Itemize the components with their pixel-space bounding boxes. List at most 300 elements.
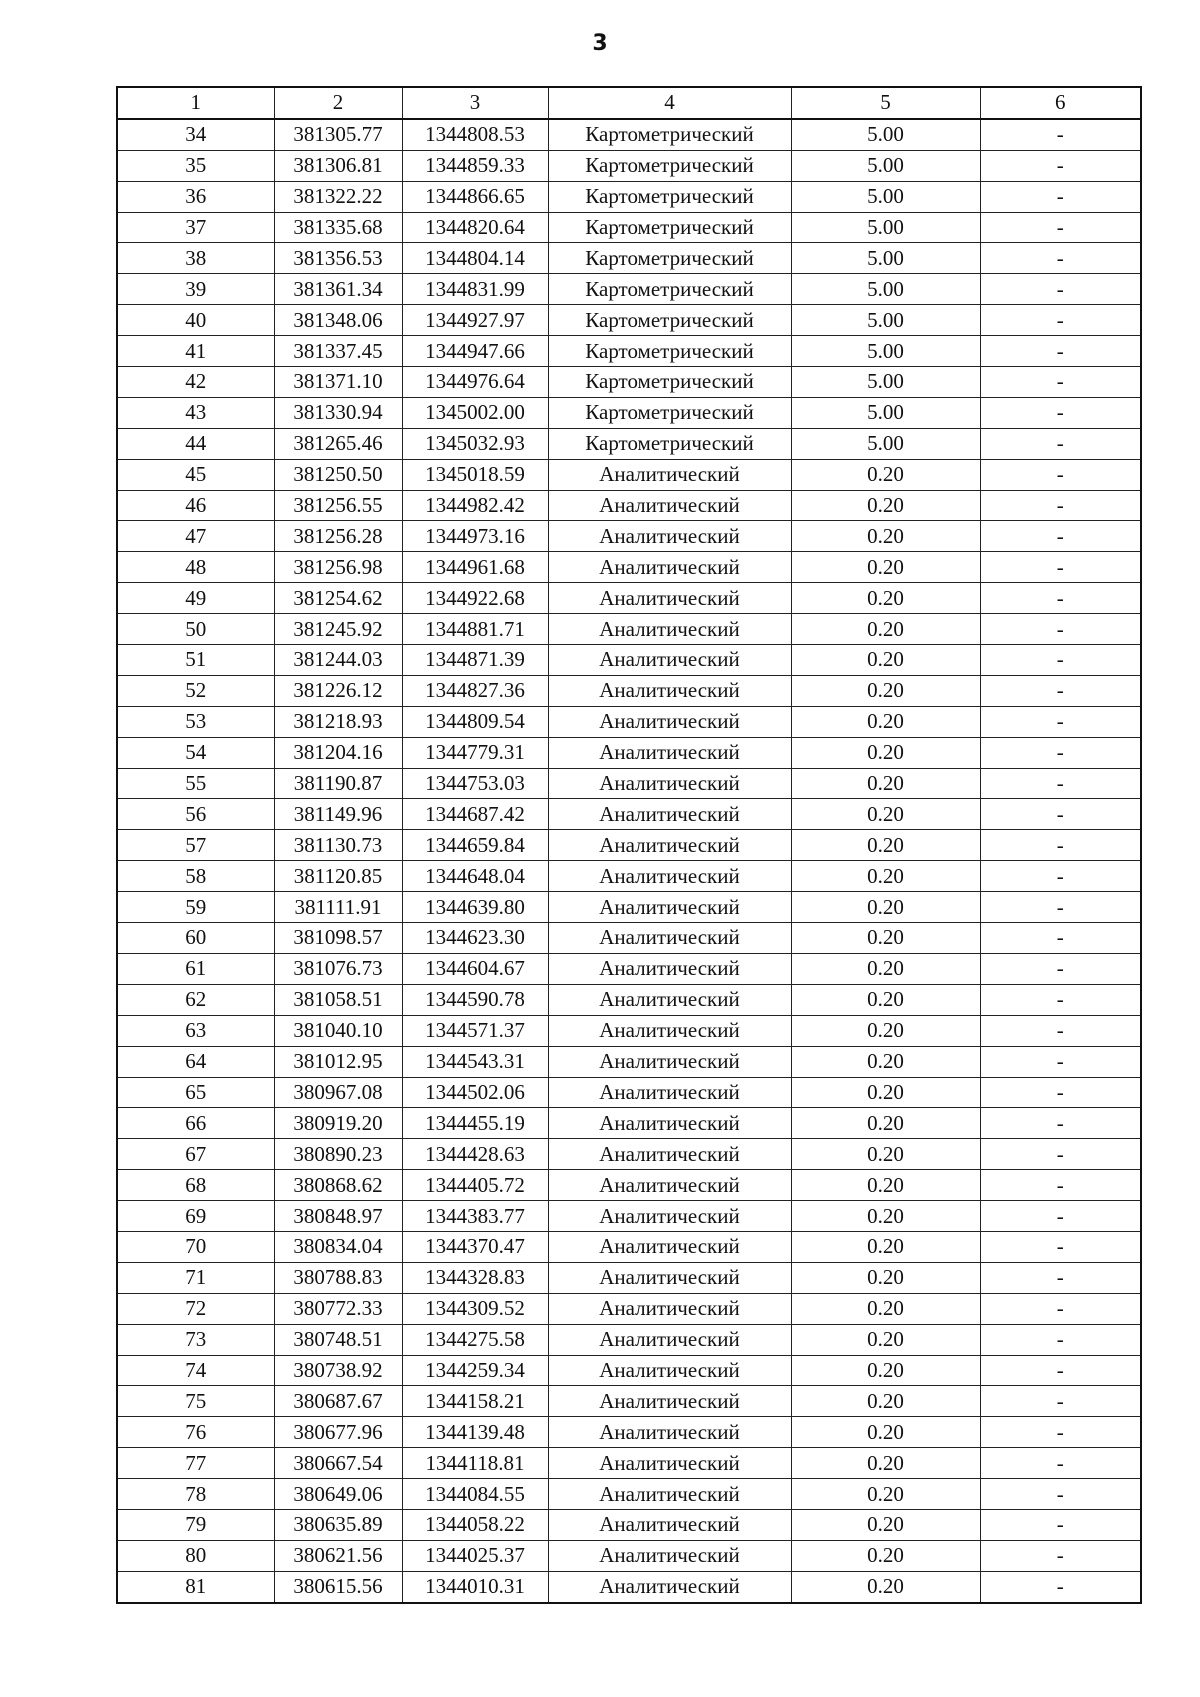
y-coordinate-cell: 1344383.77 xyxy=(402,1201,548,1232)
description-cell: - xyxy=(980,490,1141,521)
column-header: 1 xyxy=(117,87,274,119)
x-coordinate-cell: 381250.50 xyxy=(274,459,402,490)
accuracy-cell: 0.20 xyxy=(791,984,980,1015)
accuracy-cell: 0.20 xyxy=(791,1540,980,1571)
y-coordinate-cell: 1344827.36 xyxy=(402,675,548,706)
accuracy-cell: 0.20 xyxy=(791,892,980,923)
description-cell: - xyxy=(980,1046,1141,1077)
x-coordinate-cell: 381149.96 xyxy=(274,799,402,830)
description-cell: - xyxy=(980,830,1141,861)
accuracy-cell: 0.20 xyxy=(791,583,980,614)
x-coordinate-cell: 380677.96 xyxy=(274,1417,402,1448)
y-coordinate-cell: 1344455.19 xyxy=(402,1108,548,1139)
x-coordinate-cell: 380967.08 xyxy=(274,1077,402,1108)
table-row xyxy=(117,552,1141,583)
method-cell: Картометрический xyxy=(548,305,791,336)
description-cell: - xyxy=(980,150,1141,181)
x-coordinate-cell: 380848.97 xyxy=(274,1201,402,1232)
table-row xyxy=(117,1509,1141,1540)
x-coordinate-cell: 381305.77 xyxy=(274,119,402,150)
method-cell: Аналитический xyxy=(548,645,791,676)
point-number-cell: 42 xyxy=(117,367,274,398)
y-coordinate-cell: 1344881.71 xyxy=(402,614,548,645)
point-number-cell: 71 xyxy=(117,1262,274,1293)
point-number-cell: 67 xyxy=(117,1139,274,1170)
accuracy-cell: 0.20 xyxy=(791,645,980,676)
y-coordinate-cell: 1344118.81 xyxy=(402,1448,548,1479)
description-cell: - xyxy=(980,1448,1141,1479)
accuracy-cell: 0.20 xyxy=(791,1324,980,1355)
accuracy-cell: 0.20 xyxy=(791,490,980,521)
method-cell: Аналитический xyxy=(548,583,791,614)
x-coordinate-cell: 381076.73 xyxy=(274,953,402,984)
method-cell: Картометрический xyxy=(548,181,791,212)
x-coordinate-cell: 381058.51 xyxy=(274,984,402,1015)
y-coordinate-cell: 1344590.78 xyxy=(402,984,548,1015)
table-row xyxy=(117,428,1141,459)
table-row xyxy=(117,397,1141,428)
y-coordinate-cell: 1344058.22 xyxy=(402,1509,548,1540)
x-coordinate-cell: 380748.51 xyxy=(274,1324,402,1355)
x-coordinate-cell: 381130.73 xyxy=(274,830,402,861)
table-row xyxy=(117,737,1141,768)
x-coordinate-cell: 381348.06 xyxy=(274,305,402,336)
x-coordinate-cell: 380667.54 xyxy=(274,1448,402,1479)
method-cell: Аналитический xyxy=(548,1386,791,1417)
table-row xyxy=(117,1231,1141,1262)
accuracy-cell: 0.20 xyxy=(791,1386,980,1417)
method-cell: Аналитический xyxy=(548,799,791,830)
method-cell: Аналитический xyxy=(548,1170,791,1201)
accuracy-cell: 0.20 xyxy=(791,1170,980,1201)
accuracy-cell: 0.20 xyxy=(791,1046,980,1077)
point-number-cell: 48 xyxy=(117,552,274,583)
accuracy-cell: 0.20 xyxy=(791,799,980,830)
table-row xyxy=(117,1448,1141,1479)
table-row xyxy=(117,1324,1141,1355)
accuracy-cell: 5.00 xyxy=(791,336,980,367)
table-row xyxy=(117,1417,1141,1448)
description-cell: - xyxy=(980,1540,1141,1571)
x-coordinate-cell: 380615.56 xyxy=(274,1571,402,1602)
accuracy-cell: 0.20 xyxy=(791,614,980,645)
x-coordinate-cell: 381361.34 xyxy=(274,274,402,305)
y-coordinate-cell: 1345002.00 xyxy=(402,397,548,428)
x-coordinate-cell: 380687.67 xyxy=(274,1386,402,1417)
accuracy-cell: 0.20 xyxy=(791,1108,980,1139)
point-number-cell: 58 xyxy=(117,861,274,892)
table-row xyxy=(117,1293,1141,1324)
accuracy-cell: 5.00 xyxy=(791,243,980,274)
y-coordinate-cell: 1344639.80 xyxy=(402,892,548,923)
method-cell: Аналитический xyxy=(548,984,791,1015)
method-cell: Аналитический xyxy=(548,1015,791,1046)
table-row xyxy=(117,583,1141,614)
y-coordinate-cell: 1344623.30 xyxy=(402,923,548,954)
method-cell: Аналитический xyxy=(548,521,791,552)
table-row xyxy=(117,243,1141,274)
point-number-cell: 44 xyxy=(117,428,274,459)
x-coordinate-cell: 381322.22 xyxy=(274,181,402,212)
point-number-cell: 53 xyxy=(117,706,274,737)
table-row xyxy=(117,150,1141,181)
accuracy-cell: 5.00 xyxy=(791,150,980,181)
y-coordinate-cell: 1344571.37 xyxy=(402,1015,548,1046)
table-row xyxy=(117,984,1141,1015)
accuracy-cell: 0.20 xyxy=(791,675,980,706)
x-coordinate-cell: 380919.20 xyxy=(274,1108,402,1139)
y-coordinate-cell: 1344648.04 xyxy=(402,861,548,892)
point-number-cell: 46 xyxy=(117,490,274,521)
column-header: 6 xyxy=(980,87,1141,119)
accuracy-cell: 0.20 xyxy=(791,861,980,892)
x-coordinate-cell: 381256.55 xyxy=(274,490,402,521)
description-cell: - xyxy=(980,521,1141,552)
table-row xyxy=(117,799,1141,830)
method-cell: Аналитический xyxy=(548,675,791,706)
point-number-cell: 38 xyxy=(117,243,274,274)
description-cell: - xyxy=(980,675,1141,706)
x-coordinate-cell: 380621.56 xyxy=(274,1540,402,1571)
y-coordinate-cell: 1344871.39 xyxy=(402,645,548,676)
table-row xyxy=(117,892,1141,923)
description-cell: - xyxy=(980,1262,1141,1293)
y-coordinate-cell: 1344927.97 xyxy=(402,305,548,336)
y-coordinate-cell: 1344809.54 xyxy=(402,706,548,737)
point-number-cell: 36 xyxy=(117,181,274,212)
description-cell: - xyxy=(980,336,1141,367)
table-row xyxy=(117,706,1141,737)
description-cell: - xyxy=(980,1324,1141,1355)
y-coordinate-cell: 1344084.55 xyxy=(402,1479,548,1510)
y-coordinate-cell: 1344010.31 xyxy=(402,1571,548,1602)
x-coordinate-cell: 381226.12 xyxy=(274,675,402,706)
table-row xyxy=(117,953,1141,984)
x-coordinate-cell: 381330.94 xyxy=(274,397,402,428)
method-cell: Аналитический xyxy=(548,953,791,984)
table-row xyxy=(117,1139,1141,1170)
x-coordinate-cell: 381204.16 xyxy=(274,737,402,768)
table-row xyxy=(117,1386,1141,1417)
table-row xyxy=(117,1046,1141,1077)
accuracy-cell: 0.20 xyxy=(791,521,980,552)
accuracy-cell: 5.00 xyxy=(791,212,980,243)
y-coordinate-cell: 1344982.42 xyxy=(402,490,548,521)
x-coordinate-cell: 381098.57 xyxy=(274,923,402,954)
method-cell: Аналитический xyxy=(548,1201,791,1232)
accuracy-cell: 0.20 xyxy=(791,1077,980,1108)
accuracy-cell: 0.20 xyxy=(791,459,980,490)
page-number: 3 xyxy=(592,31,608,56)
description-cell: - xyxy=(980,397,1141,428)
method-cell: Картометрический xyxy=(548,336,791,367)
table-row xyxy=(117,1201,1141,1232)
description-cell: - xyxy=(980,181,1141,212)
point-number-cell: 68 xyxy=(117,1170,274,1201)
x-coordinate-cell: 381254.62 xyxy=(274,583,402,614)
point-number-cell: 74 xyxy=(117,1355,274,1386)
column-header: 3 xyxy=(402,87,548,119)
method-cell: Аналитический xyxy=(548,1355,791,1386)
accuracy-cell: 0.20 xyxy=(791,552,980,583)
description-cell: - xyxy=(980,428,1141,459)
description-cell: - xyxy=(980,274,1141,305)
point-number-cell: 45 xyxy=(117,459,274,490)
description-cell: - xyxy=(980,1479,1141,1510)
table-row xyxy=(117,768,1141,799)
y-coordinate-cell: 1344502.06 xyxy=(402,1077,548,1108)
accuracy-cell: 0.20 xyxy=(791,1417,980,1448)
method-cell: Аналитический xyxy=(548,706,791,737)
x-coordinate-cell: 381244.03 xyxy=(274,645,402,676)
method-cell: Аналитический xyxy=(548,923,791,954)
description-cell: - xyxy=(980,459,1141,490)
point-number-cell: 75 xyxy=(117,1386,274,1417)
x-coordinate-cell: 380890.23 xyxy=(274,1139,402,1170)
point-number-cell: 80 xyxy=(117,1540,274,1571)
description-cell: - xyxy=(980,1417,1141,1448)
y-coordinate-cell: 1344158.21 xyxy=(402,1386,548,1417)
method-cell: Аналитический xyxy=(548,459,791,490)
description-cell: - xyxy=(980,923,1141,954)
x-coordinate-cell: 381111.91 xyxy=(274,892,402,923)
method-cell: Картометрический xyxy=(548,274,791,305)
y-coordinate-cell: 1344973.16 xyxy=(402,521,548,552)
y-coordinate-cell: 1344976.64 xyxy=(402,367,548,398)
y-coordinate-cell: 1344961.68 xyxy=(402,552,548,583)
point-number-cell: 59 xyxy=(117,892,274,923)
table-row xyxy=(117,521,1141,552)
method-cell: Аналитический xyxy=(548,490,791,521)
accuracy-cell: 0.20 xyxy=(791,1479,980,1510)
table-row xyxy=(117,1262,1141,1293)
y-coordinate-cell: 1344309.52 xyxy=(402,1293,548,1324)
column-header: 2 xyxy=(274,87,402,119)
accuracy-cell: 5.00 xyxy=(791,397,980,428)
point-number-cell: 51 xyxy=(117,645,274,676)
method-cell: Аналитический xyxy=(548,1108,791,1139)
point-number-cell: 54 xyxy=(117,737,274,768)
method-cell: Картометрический xyxy=(548,150,791,181)
point-number-cell: 79 xyxy=(117,1509,274,1540)
y-coordinate-cell: 1344405.72 xyxy=(402,1170,548,1201)
x-coordinate-cell: 380772.33 xyxy=(274,1293,402,1324)
method-cell: Аналитический xyxy=(548,614,791,645)
x-coordinate-cell: 381371.10 xyxy=(274,367,402,398)
point-number-cell: 65 xyxy=(117,1077,274,1108)
header-row xyxy=(117,87,1141,119)
accuracy-cell: 0.20 xyxy=(791,768,980,799)
y-coordinate-cell: 1344025.37 xyxy=(402,1540,548,1571)
y-coordinate-cell: 1344370.47 xyxy=(402,1231,548,1262)
accuracy-cell: 5.00 xyxy=(791,305,980,336)
table-row xyxy=(117,1479,1141,1510)
method-cell: Картометрический xyxy=(548,397,791,428)
x-coordinate-cell: 381335.68 xyxy=(274,212,402,243)
x-coordinate-cell: 380738.92 xyxy=(274,1355,402,1386)
accuracy-cell: 0.20 xyxy=(791,953,980,984)
point-number-cell: 56 xyxy=(117,799,274,830)
accuracy-cell: 5.00 xyxy=(791,119,980,150)
y-coordinate-cell: 1345032.93 xyxy=(402,428,548,459)
y-coordinate-cell: 1344139.48 xyxy=(402,1417,548,1448)
point-number-cell: 63 xyxy=(117,1015,274,1046)
point-number-cell: 70 xyxy=(117,1231,274,1262)
table-row xyxy=(117,459,1141,490)
x-coordinate-cell: 380788.83 xyxy=(274,1262,402,1293)
table-row xyxy=(117,119,1141,150)
description-cell: - xyxy=(980,953,1141,984)
description-cell: - xyxy=(980,119,1141,150)
method-cell: Аналитический xyxy=(548,1077,791,1108)
y-coordinate-cell: 1344259.34 xyxy=(402,1355,548,1386)
description-cell: - xyxy=(980,583,1141,614)
y-coordinate-cell: 1344328.83 xyxy=(402,1262,548,1293)
point-number-cell: 77 xyxy=(117,1448,274,1479)
accuracy-cell: 5.00 xyxy=(791,428,980,459)
table-row xyxy=(117,305,1141,336)
description-cell: - xyxy=(980,861,1141,892)
method-cell: Аналитический xyxy=(548,1262,791,1293)
method-cell: Аналитический xyxy=(548,1540,791,1571)
description-cell: - xyxy=(980,1386,1141,1417)
accuracy-cell: 0.20 xyxy=(791,1293,980,1324)
x-coordinate-cell: 380834.04 xyxy=(274,1231,402,1262)
x-coordinate-cell: 381190.87 xyxy=(274,768,402,799)
table-row xyxy=(117,336,1141,367)
point-number-cell: 60 xyxy=(117,923,274,954)
method-cell: Аналитический xyxy=(548,1139,791,1170)
y-coordinate-cell: 1344820.64 xyxy=(402,212,548,243)
y-coordinate-cell: 1344922.68 xyxy=(402,583,548,614)
point-number-cell: 61 xyxy=(117,953,274,984)
column-header: 5 xyxy=(791,87,980,119)
accuracy-cell: 0.20 xyxy=(791,1139,980,1170)
method-cell: Аналитический xyxy=(548,1479,791,1510)
table-row xyxy=(117,1108,1141,1139)
method-cell: Аналитический xyxy=(548,1448,791,1479)
point-number-cell: 43 xyxy=(117,397,274,428)
point-number-cell: 55 xyxy=(117,768,274,799)
table-row xyxy=(117,1540,1141,1571)
accuracy-cell: 5.00 xyxy=(791,274,980,305)
y-coordinate-cell: 1344779.31 xyxy=(402,737,548,768)
y-coordinate-cell: 1344804.14 xyxy=(402,243,548,274)
table-row xyxy=(117,830,1141,861)
y-coordinate-cell: 1344275.58 xyxy=(402,1324,548,1355)
description-cell: - xyxy=(980,799,1141,830)
point-number-cell: 41 xyxy=(117,336,274,367)
accuracy-cell: 0.20 xyxy=(791,706,980,737)
description-cell: - xyxy=(980,892,1141,923)
method-cell: Картометрический xyxy=(548,243,791,274)
table-row xyxy=(117,1077,1141,1108)
x-coordinate-cell: 381218.93 xyxy=(274,706,402,737)
method-cell: Аналитический xyxy=(548,1046,791,1077)
x-coordinate-cell: 380868.62 xyxy=(274,1170,402,1201)
method-cell: Аналитический xyxy=(548,830,791,861)
table-row xyxy=(117,645,1141,676)
accuracy-cell: 0.20 xyxy=(791,737,980,768)
accuracy-cell: 0.20 xyxy=(791,923,980,954)
method-cell: Аналитический xyxy=(548,1571,791,1602)
method-cell: Аналитический xyxy=(548,1231,791,1262)
x-coordinate-cell: 381256.98 xyxy=(274,552,402,583)
method-cell: Аналитический xyxy=(548,861,791,892)
description-cell: - xyxy=(980,243,1141,274)
point-number-cell: 78 xyxy=(117,1479,274,1510)
accuracy-cell: 0.20 xyxy=(791,1201,980,1232)
accuracy-cell: 0.20 xyxy=(791,1355,980,1386)
accuracy-cell: 0.20 xyxy=(791,1448,980,1479)
table-row xyxy=(117,367,1141,398)
description-cell: - xyxy=(980,1139,1141,1170)
accuracy-cell: 0.20 xyxy=(791,1015,980,1046)
point-number-cell: 81 xyxy=(117,1571,274,1602)
description-cell: - xyxy=(980,1170,1141,1201)
coordinates-table xyxy=(116,86,1142,1604)
method-cell: Аналитический xyxy=(548,892,791,923)
y-coordinate-cell: 1344687.42 xyxy=(402,799,548,830)
x-coordinate-cell: 381040.10 xyxy=(274,1015,402,1046)
description-cell: - xyxy=(980,737,1141,768)
point-number-cell: 76 xyxy=(117,1417,274,1448)
x-coordinate-cell: 381012.95 xyxy=(274,1046,402,1077)
description-cell: - xyxy=(980,706,1141,737)
description-cell: - xyxy=(980,1108,1141,1139)
table-row xyxy=(117,274,1141,305)
accuracy-cell: 0.20 xyxy=(791,1231,980,1262)
point-number-cell: 37 xyxy=(117,212,274,243)
point-number-cell: 66 xyxy=(117,1108,274,1139)
description-cell: - xyxy=(980,1355,1141,1386)
y-coordinate-cell: 1344866.65 xyxy=(402,181,548,212)
y-coordinate-cell: 1344753.03 xyxy=(402,768,548,799)
y-coordinate-cell: 1344659.84 xyxy=(402,830,548,861)
description-cell: - xyxy=(980,768,1141,799)
description-cell: - xyxy=(980,1293,1141,1324)
table-row xyxy=(117,490,1141,521)
point-number-cell: 34 xyxy=(117,119,274,150)
method-cell: Картометрический xyxy=(548,119,791,150)
y-coordinate-cell: 1344947.66 xyxy=(402,336,548,367)
x-coordinate-cell: 381256.28 xyxy=(274,521,402,552)
point-number-cell: 35 xyxy=(117,150,274,181)
accuracy-cell: 0.20 xyxy=(791,1509,980,1540)
point-number-cell: 73 xyxy=(117,1324,274,1355)
description-cell: - xyxy=(980,367,1141,398)
description-cell: - xyxy=(980,1201,1141,1232)
x-coordinate-cell: 381245.92 xyxy=(274,614,402,645)
y-coordinate-cell: 1344428.63 xyxy=(402,1139,548,1170)
table-row xyxy=(117,181,1141,212)
method-cell: Картометрический xyxy=(548,212,791,243)
y-coordinate-cell: 1344859.33 xyxy=(402,150,548,181)
method-cell: Аналитический xyxy=(548,1324,791,1355)
accuracy-cell: 5.00 xyxy=(791,181,980,212)
table-row xyxy=(117,1170,1141,1201)
x-coordinate-cell: 381306.81 xyxy=(274,150,402,181)
x-coordinate-cell: 381337.45 xyxy=(274,336,402,367)
x-coordinate-cell: 381265.46 xyxy=(274,428,402,459)
point-number-cell: 40 xyxy=(117,305,274,336)
point-number-cell: 47 xyxy=(117,521,274,552)
table-row xyxy=(117,675,1141,706)
table-header xyxy=(117,87,1141,119)
table-row xyxy=(117,212,1141,243)
accuracy-cell: 0.20 xyxy=(791,830,980,861)
point-number-cell: 50 xyxy=(117,614,274,645)
